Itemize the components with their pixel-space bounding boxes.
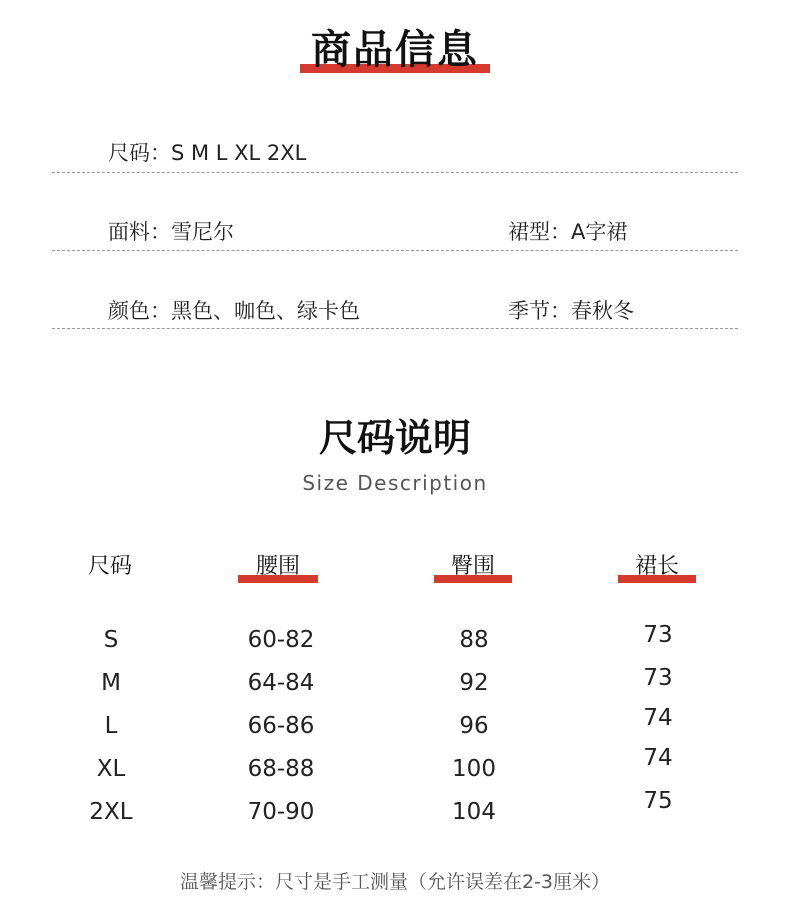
header-hip: 臀围 (450, 554, 495, 579)
divider (52, 328, 738, 329)
measurement-note: 温馨提示：尺寸是手工测量（允许误差在2-3厘米） (179, 871, 611, 893)
fabric-label: 面料： (108, 220, 171, 244)
divider (52, 250, 738, 251)
table-cell: 70-90 (247, 799, 315, 825)
table-cell: 100 (452, 756, 496, 782)
table-cell: 68-88 (247, 756, 315, 782)
info-row-size (108, 140, 306, 166)
table-cell: 88 (459, 627, 489, 653)
header-waist: 腰围 (255, 554, 300, 579)
table-cell: 104 (452, 799, 496, 825)
fabric-value: 雪尼尔 (171, 220, 234, 244)
table-cell: L (104, 713, 118, 739)
table-cell: 73 (643, 622, 673, 648)
size-section-subtitle: Size Description (302, 471, 488, 495)
table-cell: M (101, 670, 121, 696)
table-cell: 74 (643, 745, 673, 771)
header-size: 尺码 (87, 554, 132, 579)
table-cell: 2XL (89, 799, 133, 825)
color-label: 颜色： (108, 299, 171, 323)
season-value: 春秋冬 (571, 299, 634, 323)
table-cell: 60-82 (247, 627, 315, 653)
table-cell: 92 (459, 670, 489, 696)
color-value: 黑色、咖色、绿卡色 (171, 299, 360, 323)
info-row-season (508, 298, 634, 324)
info-row-color (108, 298, 360, 324)
season-label: 季节： (508, 299, 571, 323)
table-cell: 64-84 (247, 670, 315, 696)
table-cell: 75 (643, 788, 673, 814)
product-info-title: 商品信息 (311, 27, 479, 73)
table-cell: 66-86 (247, 713, 315, 739)
size-label: 尺码： (108, 141, 171, 165)
size-value: S M L XL 2XL (171, 141, 307, 165)
table-cell: 96 (459, 713, 489, 739)
info-row-skirt-type (508, 219, 627, 245)
table-cell: S (103, 627, 119, 653)
table-cell: XL (96, 756, 126, 782)
table-cell: 73 (643, 665, 673, 691)
header-length: 裙长 (634, 554, 679, 579)
skirt-type-value: A字裙 (571, 220, 628, 244)
divider (52, 172, 738, 173)
product-info-heading-wrap (0, 24, 790, 76)
size-section-title: 尺码说明 (318, 416, 471, 460)
skirt-type-label: 裙型： (508, 220, 571, 244)
table-cell: 74 (643, 705, 673, 731)
info-row-fabric (108, 219, 234, 245)
